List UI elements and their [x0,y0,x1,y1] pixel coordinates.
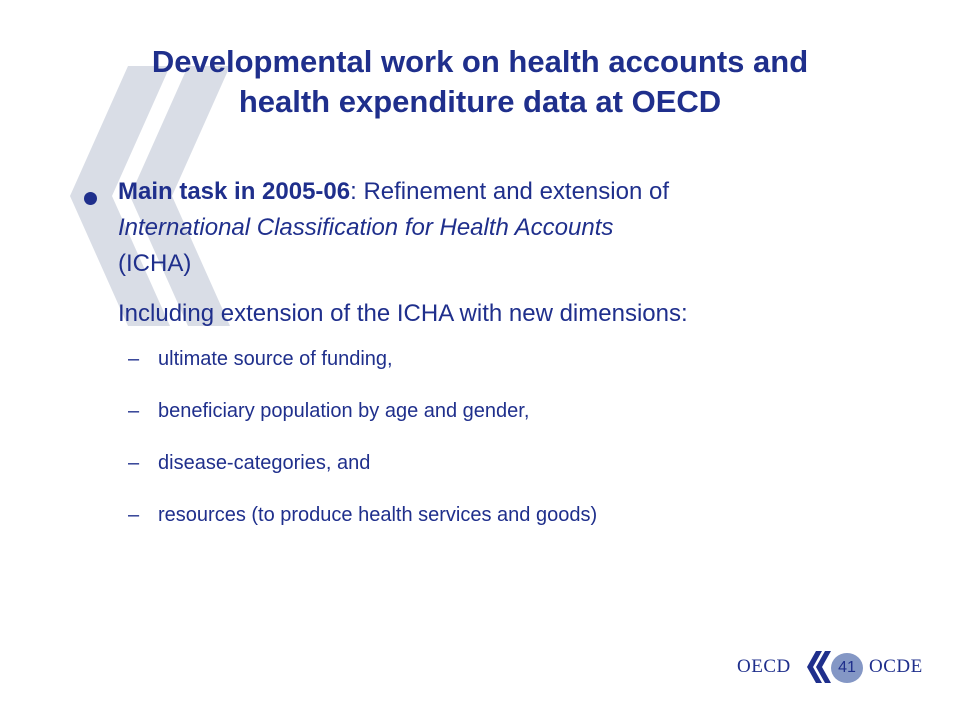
oecd-logo [737,650,937,686]
list-item [118,398,878,424]
list-item-text: disease-categories, and [158,452,371,474]
dash-marker: – [128,452,140,474]
title-line-1: Developmental work on health accounts and [151,44,809,79]
list-item-text: resources (to produce health services and goods) [158,504,598,526]
slide-title [40,42,920,122]
dash-marker: – [128,348,140,370]
list-item-text: beneficiary population by age and gender, [158,400,530,422]
dash-marker: – [128,400,140,422]
logo-text-ocde: OCDE [869,656,923,677]
main-task-label: Main task in 2005-06 [118,178,351,205]
icha-full-name: International Classification for Health Accounts [118,214,614,241]
list-item-text: ultimate source of funding, [158,348,393,370]
list-item [118,502,878,528]
bullet-dot-icon [84,192,97,205]
main-bullet-text [118,174,878,282]
icha-abbreviation: (ICHA) [118,250,192,277]
title-line-2: health expenditure data at OECD [238,84,722,119]
extension-paragraph: Including extension of the ICHA with new dimensions: [118,300,688,327]
dimension-list [118,346,878,528]
main-task-description: : Refinement and extension of [350,178,669,205]
logo-text-oecd: OECD [737,656,791,677]
page-number: 41 [831,653,863,683]
list-item [118,346,878,372]
slide-body [118,174,878,554]
list-item [118,450,878,476]
dash-marker: – [128,504,140,526]
